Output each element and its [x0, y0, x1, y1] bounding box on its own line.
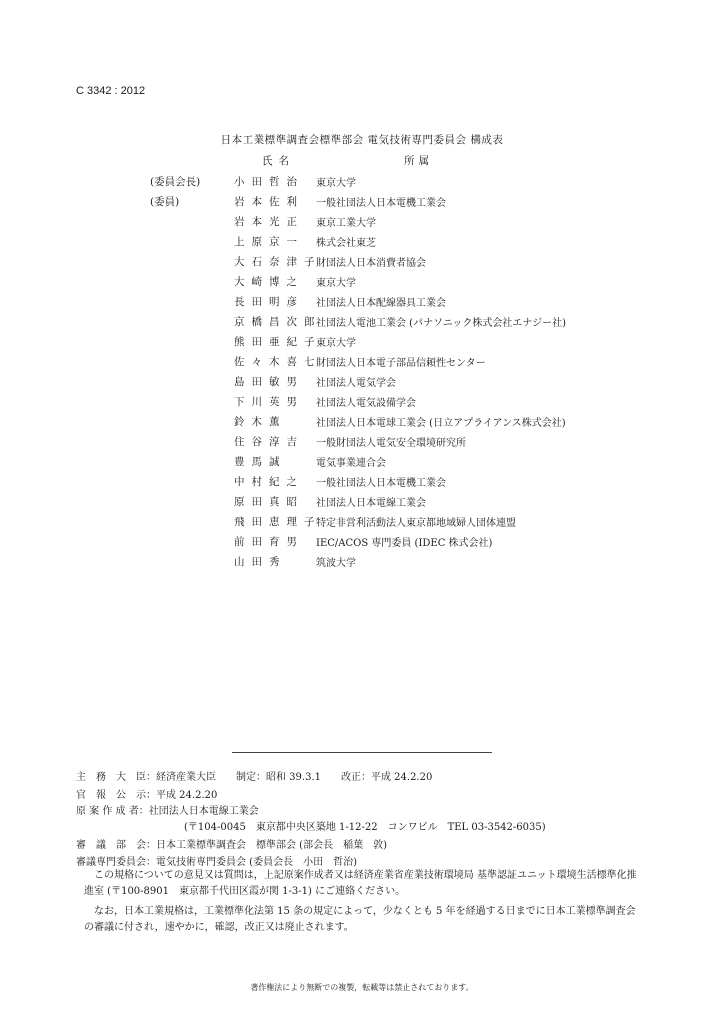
member-affiliation: 東京大学 [316, 178, 356, 189]
committee-title: 日本工業標準調査会標準部会 電気技術専門委員会 構成表 [220, 134, 504, 146]
member-affiliation: 社団法人電気学会 [316, 378, 396, 389]
member-affiliation: 特定非営利活動法人東京都地域婦人団体連盟 [316, 518, 516, 529]
colophon-line: 原 案 作 成 者：社団法人日本電線工業会 [76, 806, 259, 817]
colophon-line: 審議専門委員会：電気技術専門委員会 (委員会長 小田 哲治) [76, 857, 357, 868]
member-name: 佐々木喜七 [234, 356, 322, 368]
member-affiliation: 財団法人日本電子部品信頼性センター [316, 358, 486, 369]
member-name: 長田明彦 [234, 296, 304, 308]
member-affiliation: 財団法人日本消費者協会 [316, 258, 426, 269]
member-row [0, 474, 724, 494]
member-affiliation: 東京大学 [316, 278, 356, 289]
member-role: (委員会長) [150, 176, 201, 188]
member-row [0, 394, 724, 414]
member-affiliation: 社団法人日本電線工業会 [316, 498, 426, 509]
member-name: 京橋昌次郎 [234, 316, 322, 328]
member-row [0, 434, 724, 454]
member-name: 熊田亜紀子 [234, 336, 322, 348]
member-affiliation: 東京大学 [316, 338, 356, 349]
member-row [0, 314, 724, 334]
member-name: 下川英男 [234, 396, 304, 408]
member-row [0, 294, 724, 314]
member-name: 飛田恵理子 [234, 516, 322, 528]
copyright-footer: 著作権法により無断での複製，転載等は禁止されております。 [250, 983, 474, 992]
member-name: 上原京一 [234, 236, 304, 248]
member-row [0, 274, 724, 294]
member-name: 山田秀 [234, 556, 287, 568]
member-affiliation: 社団法人電池工業会 (パナソニック株式会社エナジー社) [316, 318, 567, 329]
member-name: 岩本佐利 [234, 196, 304, 208]
member-name: 原田真昭 [234, 496, 304, 508]
member-name: 大石奈津子 [234, 256, 322, 268]
review-note: なお，日本工業規格は，工業標準化法第 15 条の規定によって，少なくとも 5 年を経過する日までに日本工業標準調査会の審議に付され，速やかに，確認，改正又は廃止されます。 [84, 906, 636, 933]
member-affiliation: 筑波大学 [316, 558, 356, 569]
member-name: 岩本光正 [234, 216, 304, 228]
member-row [0, 354, 724, 374]
member-row [0, 454, 724, 474]
contact-note: この規格についての意見又は質問は，上記原案作成者又は経済産業省産業技術環境局 基準認証ユニット環境生活標準化推進室 (〒100-8901 東京都千代田区霞が関 1-3-1) にご連絡ください。 [84, 870, 637, 897]
member-affiliation: 社団法人日本配線器具工業会 [316, 298, 446, 309]
member-name: 豊馬誠 [234, 456, 287, 468]
member-row [0, 534, 724, 554]
member-row [0, 514, 724, 534]
member-row [0, 554, 724, 574]
column-header-name: 氏名 [262, 155, 295, 167]
member-row [0, 194, 724, 214]
member-role: (委員) [150, 196, 180, 208]
member-affiliation: 株式会社東芝 [316, 238, 376, 249]
member-affiliation: 一般財団法人電気安全環境研究所 [316, 438, 466, 449]
member-affiliation: 社団法人日本電球工業会 (日立アプライアンス株式会社) [316, 418, 566, 429]
member-row [0, 374, 724, 394]
member-row [0, 174, 724, 194]
separator-rule [232, 752, 492, 753]
member-name: 鈴木薫 [234, 416, 287, 428]
member-name: 中村紀之 [234, 476, 304, 488]
member-affiliation: 一般社団法人日本電機工業会 [316, 198, 446, 209]
member-row [0, 214, 724, 234]
member-name: 島田敏男 [234, 376, 304, 388]
member-row [0, 234, 724, 254]
member-affiliation: 一般社団法人日本電機工業会 [316, 478, 446, 489]
member-affiliation: 社団法人電気設備学会 [316, 398, 416, 409]
colophon-line: 審 議 部 会：日本工業標準調査会 標準部会 (部会長 稲葉 敦) [76, 840, 387, 851]
member-name: 小田哲治 [234, 176, 304, 188]
member-affiliation: 電気事業連合会 [316, 458, 386, 469]
member-name: 大崎博之 [234, 276, 304, 288]
member-row [0, 414, 724, 434]
colophon-line: (〒104-0045 東京都中央区築地 1-12-22 コンワビル TEL 03-3542-6035) [184, 822, 546, 833]
member-name: 前田育男 [234, 536, 304, 548]
member-row [0, 494, 724, 514]
member-affiliation: 東京工業大学 [316, 218, 376, 229]
column-header-affiliation: 所属 [404, 155, 433, 167]
standard-code: C 3342 : 2012 [76, 85, 146, 97]
member-row [0, 254, 724, 274]
member-name: 住谷淳吉 [234, 436, 304, 448]
member-row [0, 334, 724, 354]
colophon-line: 主 務 大 臣：経済産業大臣 制定：昭和 39.3.1 改正：平成 24.2.20 [76, 772, 433, 783]
colophon-line: 官 報 公 示：平成 24.2.20 [76, 790, 218, 801]
member-affiliation: IEC/ACOS 専門委員 (IDEC 株式会社) [316, 538, 493, 549]
